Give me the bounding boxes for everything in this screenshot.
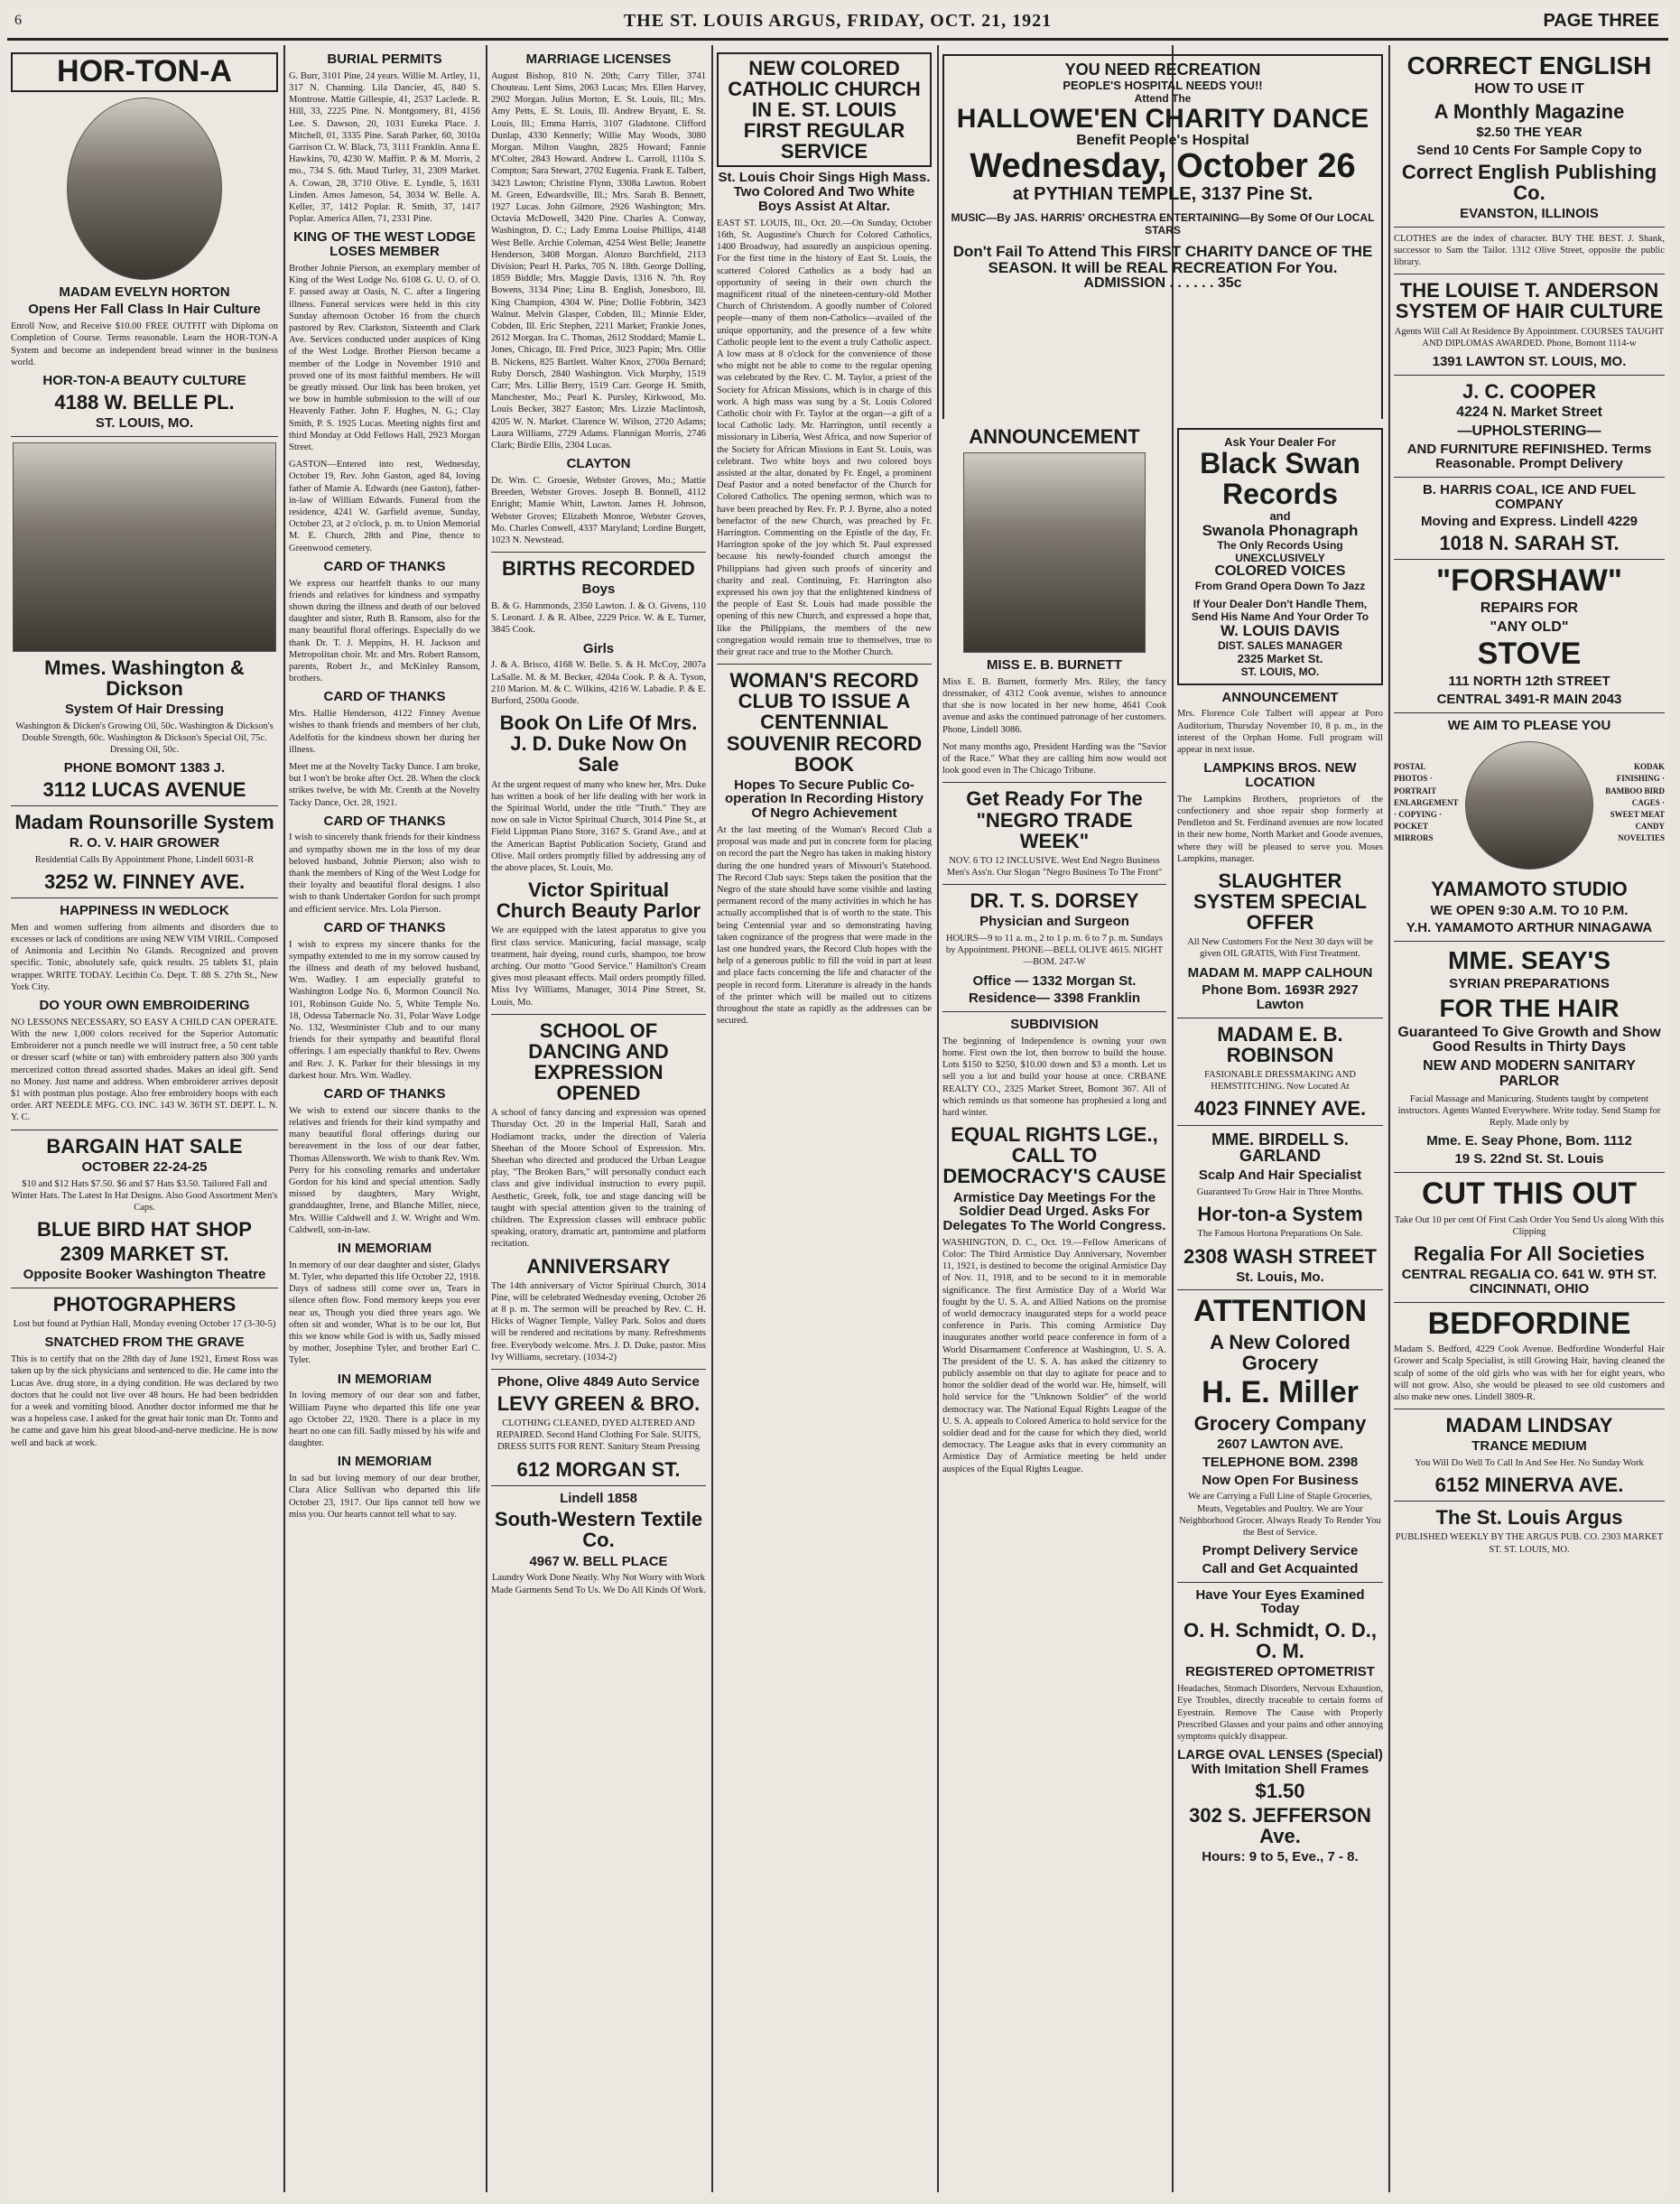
cooper-addr: 4224 N. Market Street bbox=[1456, 404, 1602, 420]
recreation-cta: Don't Fail To Attend This FIRST CHARITY DANCE OF THE SEASON. It will be REAL RECREATION For You. bbox=[952, 243, 1373, 277]
burnett-portrait bbox=[963, 452, 1146, 653]
masthead bbox=[7, 7, 1668, 41]
miller-delivery: Prompt Delivery Service bbox=[1202, 1543, 1359, 1559]
forshaw-stove: STOVE bbox=[1477, 637, 1582, 672]
forshaw-any: "ANY OLD" bbox=[1490, 618, 1569, 635]
snatched-body: This is to certify that on the 28th day of June 1921, Ernest Ross was taken up by the sick physicians and sentenced to die. He came into the Lucas Ave. drug store, in a dying condition. He was declared by two doctors that he could not live over 48 hours. He had been bedridden for a week and vomiting blood. Another doctor informed me that he was a hopeless case. I asked for the great hair tonic man Dr. Tonto and he came and gave him his great blood-and-nerve medicine. He is now well and back at work. bbox=[11, 1354, 278, 1448]
newspaper-page bbox=[7, 7, 1668, 2197]
clayton-body: Dr. Wm. C. Groesie, Webster Groves, Mo.; Mattie Breeden, Webster Groves. Joseph B. Bonnell, 4112 Enright; Mamie Whitt, Lawton. James H. Johnson, Webster Groves; Elizabeth Monroe, Webster Groves, Mo. Charles Conwell, 4337 Maryland; Lordine Burgett, 1023 N. Newstead. bbox=[491, 476, 706, 546]
swan-only: The Only Records Using bbox=[1217, 539, 1343, 553]
rounsorille-body: Residential Calls By Appointment Phone, Lindell 6031-R bbox=[34, 854, 255, 865]
divider bbox=[1394, 1172, 1665, 1173]
thanks-heading: CARD OF THANKS bbox=[323, 919, 446, 935]
burnett-caption: MISS E. B. BURNETT bbox=[986, 657, 1122, 674]
english-co: Correct English Publishing Co. bbox=[1401, 160, 1657, 204]
horton-portrait bbox=[67, 98, 222, 280]
subdivision-heading: SUBDIVISION bbox=[1010, 1017, 1099, 1033]
embroidery-body: NO LESSONS NECESSARY, SO EASY A CHILD CAN OPERATE. With the new 1,000 colors received for the Superior Automatic Embroiderer not a punch needle we will instruct free, a 50 cent table or dresser scarf (white or tan) with embroidery pattern also 300 yards mercerized cotton thread assorted shades. Makes an ideal gift. Send no Money. Just name and address. When embroiderer arrives deposit $1 with postman plus postage. Also free embroidery hoops with each order. ART NEEDLE MFG. CO. INC. 143 W. 36TH ST. DEPT. L. N. Y. C. bbox=[11, 1017, 278, 1123]
mmes-body: Washington & Dicken's Growing Oil, 50c. Washington & Dickson's Double Strength, 60c. Washington & Dickson's Special Oil, 75c. Dressing Oil, 50c. bbox=[15, 721, 274, 755]
mmes-title: Mmes. Washington & Dickson bbox=[44, 656, 245, 700]
rounsorille-addr: 3252 W. FINNEY AVE. bbox=[43, 870, 246, 894]
divider bbox=[1394, 1501, 1665, 1502]
recreation-title: HALLOWE'EN CHARITY DANCE bbox=[956, 103, 1369, 134]
births-boys: B. & G. Hammonds, 2350 Lawton. J. & O. Givens, 110 S. Leonard. J. & R. Albee, 2229 Price. W. & E. Turner, 3845 Cook. bbox=[491, 601, 706, 636]
divider bbox=[491, 1014, 706, 1015]
thanks-4: I wish to express my sincere thanks for the sympathy extended to me in my sorrow caused by the illness and death of my beloved husband, Wm. Wadley. I am especially grateful to Washington Lodge No. 6, Mormon Council No. 101, Robinson Guide No. 5, White Temple No. 18, Odessa Tabernacle No. 31, Polar Wave Lodge No. 132, Westminister Club and to our many friends for their sympathy and beautiful floral offerings. I am especially thankful to Rev. Owens and Rev. J. K. Parker for their blessings in my darkest hour. Mrs. Wm. Wadley. bbox=[289, 939, 480, 1081]
english-city: EVANSTON, ILLINOIS bbox=[1460, 205, 1599, 221]
anderson-body: Agents Will Call At Residence By Appointment. COURSES TAUGHT AND DIPLOMAS AWARDED. Phone, Bomont 1114-w bbox=[1394, 326, 1665, 349]
cooper-heading: J. C. COOPER bbox=[1462, 379, 1596, 403]
seay-body: Facial Massage and Manicuring. Students taught by competent instructors. Agents Wanted Everywhere. Write today. Send Stamp for Reply. Made only by bbox=[1397, 1093, 1661, 1129]
horton-city: ST. LOUIS, MO. bbox=[95, 414, 194, 431]
horton-name: HOR-TON-A BEAUTY CULTURE bbox=[42, 373, 246, 388]
happiness-heading: HAPPINESS IN WEDLOCK bbox=[60, 903, 229, 919]
levy-addr: 612 MORGAN ST. bbox=[516, 1457, 681, 1481]
slaughter-heading: SLAUGHTER SYSTEM SPECIAL OFFER bbox=[1193, 869, 1367, 935]
levy-body: CLOTHING CLEANED, DYED ALTERED AND REPAIRED. Second Hand Clothing For Sale. SUITS, DRESS SUITS FOR RENT. Sanitary Steam Pressing bbox=[496, 1418, 701, 1453]
book-body: At the urgent request of many who knew her, Mrs. Duke has written a book of her life dealing with her work in the Spiritual World, under the title "Truth." They are now on sale in Victor Spiritual Church, 3014 Pine St., at Field Lippman Piano Store, 3167 S. Grand Ave., and at the American Baptist Publication Society, Grand and Olive. Mail orders promptly filled by addressing any of the above places, St. Louis, Mo. bbox=[491, 779, 706, 873]
levy-name: LEVY GREEN & BRO. bbox=[497, 1391, 701, 1415]
robinson-body: FASIONABLE DRESSMAKING AND HEMSTITCHING. Now Located At bbox=[1204, 1070, 1356, 1093]
eyes-name: O. H. Schmidt, O. D., O. M. bbox=[1183, 1619, 1377, 1663]
yama-top: WE AIM TO PLEASE YOU bbox=[1447, 717, 1611, 733]
column-rule bbox=[486, 45, 487, 2192]
negro-week-heading: Get Ready For The "NEGRO TRADE WEEK" bbox=[966, 787, 1143, 852]
anderson-heading: THE LOUISE T. ANDERSON SYSTEM OF HAIR CULTURE bbox=[1395, 279, 1664, 323]
eyes-lenses: LARGE OVAL LENSES (Special) With Imitation Shell Frames bbox=[1177, 1747, 1383, 1777]
argus-body: PUBLISHED WEEKLY BY THE ARGUS PUB. CO. 2303 MARKET ST. ST. LOUIS, MO. bbox=[1395, 1532, 1664, 1555]
memoriam-heading: IN MEMORIAM bbox=[337, 1371, 432, 1387]
column-4 bbox=[717, 49, 932, 2189]
english-sub: HOW TO USE IT bbox=[1474, 81, 1584, 98]
miller-call: Call and Get Acquainted bbox=[1202, 1560, 1359, 1576]
divider bbox=[11, 436, 278, 437]
shank-body: CLOTHES are the index of character. BUY THE BEST. J. Shank, successor to Sam the Tailor. 1312 Olive Street, opposite the public library. bbox=[1394, 233, 1665, 268]
photographers-body: Lost but found at Pythian Hall, Monday evening October 17 (3-30-5) bbox=[13, 1319, 276, 1330]
column-3 bbox=[491, 49, 706, 2189]
garland-sub: Scalp And Hair Specialist bbox=[1198, 1167, 1362, 1184]
swan-title2: Records bbox=[1221, 477, 1339, 510]
swan-and: and bbox=[1269, 509, 1291, 524]
miller-name: H. E. Miller bbox=[1202, 1375, 1359, 1410]
eyes-hours: Hours: 9 to 5, Eve., 7 - 8. bbox=[1202, 1848, 1359, 1865]
divider bbox=[942, 782, 1166, 783]
divider bbox=[1394, 941, 1665, 942]
divider bbox=[1394, 227, 1665, 228]
thanks-1: We express our heartfelt thanks to our many friends and relatives for kindness and sympathy shown during the illness and death of our beloved daughter and sister, Ruth B. Ransom, also for the many beautiful floral offerings. Especially do we thank Dr. T. J. Meppins, H. H. Jackson and Metropolitan choir. Mr. and Mrs. Robert Ransom, parents, Robert Jr., and McKinley Ransom, brothers. bbox=[289, 578, 480, 684]
yamamoto-portrait bbox=[1465, 741, 1593, 870]
recreation-music: MUSIC—By JAS. HARRIS' ORCHESTRA ENTERTAINING—By Some Of Our LOCAL STARS bbox=[951, 211, 1375, 237]
harding-body: Not many months ago, President Harding was the "Savior of the Race." What they are calling him now would not look good even in The Chicago Tribune. bbox=[942, 741, 1166, 777]
column-rule bbox=[1388, 45, 1390, 2192]
lindsay-body: You Will Do Well To Call In And See Her. No Sunday Work bbox=[1415, 1458, 1644, 1469]
swan-title1: Black Swan bbox=[1200, 447, 1360, 479]
thanks-3: I wish to sincerely thank friends for their kindness and sympathy shown me in the loss of my dear beloved husband, Johnie Pierson; also wish to thank the members of King of the West Lodge for their loyalty and beautiful floral designs. I also wish to thank Undertaker Gordon for such prompt and efficient service. Mrs. Lola Pierson. bbox=[289, 832, 480, 915]
hat-heading: BARGAIN HAT SALE bbox=[46, 1134, 243, 1158]
hortona-title: HOR-TON-A bbox=[11, 52, 278, 92]
yamamoto-ad bbox=[1394, 736, 1665, 875]
swan-addr: 2325 Market St. bbox=[1237, 651, 1323, 665]
church-body: EAST ST. LOUIS, Ill., Oct. 20.—On Sunday, October 16th, St. Augustine's Church for Colored Catholics, 1400 Broadway, had assuredly an auspicious opening. For the first time in the history of East St. Louis, the scattered Colored Catholics as a body had an opportunity of seeing in their own church the magnificent ritual of the nineteen-century-old Mother Church of Christendom. A goodly number of Colored people—many of them non-Catholics—availed of the unique opportunity, and the presence of a few white Catholic people lent to the event a truly Catholic aspect. A low mass at 8 o'clock for the convenience of those who might not be able to come to the regular opening was celebrated by the Rev. C. M. Taylor, a priest of the Society for African Missions, which is in charge of this work. A high mass was sung by a St. Louis Colored Catholic choir with Fr. Taylor at the organ—a gift of a local Catholic lady. Mr. Harrington, until recently a missionary in Liberia, West Africa, and now Superior of the Society for African Missions in East St. Louis, was celebrant. Two white boys and two colored boys assisted at the altar, donated by Fr. Engel, a prominent Deaf Pastor and a noted benefactor of the Church for Colored Catholics. The opening sermon, which was to have been preached by Rev. Fr. P. J. Byrne, also a noted benefactor of the new Church, was preached by Fr. Harrington. Commenting on the Epistle of the day, Fr. Harrington spoke of the joy which St. Paul expressed because his newly-founded church amongst the Philippians had given such proofs of sincerity and charity and zeal. Continuing, Fr. Harrington also expressed his own joy that the enlightened kindness of the people of East St. Louis had made possible the opening of this new Church, and expressed a hope that, like the Philippians, the members of the new congregation would remain true to themselves, true to their great race and true to the Mother Church. bbox=[717, 218, 932, 658]
swan-voices: COLORED VOICES bbox=[1214, 563, 1346, 580]
church-sub: St. Louis Choir Sings High Mass. Two Colored And Two White Boys Assist At Altar. bbox=[718, 170, 931, 214]
cut-regalia: Regalia For All Societies bbox=[1414, 1241, 1645, 1265]
garland-system: Hor-ton-a System bbox=[1197, 1203, 1363, 1226]
burial-body: G. Burr, 3101 Pine, 24 years. Willie M. Artley, 11, 317 N. Channing. Lila Dancier, 45, 840 S. Montrose. Mattie Gillespie, 41, 2537 Laclede. R. Hill, 33, 2225 Pine. N. Montgomery, 81, 4156 Lee. S. Dawson, 20, 1031 Eureka Place. J. Mitchell, 01, 3335 Pine. Sarah Parker, 60, 3010a Garrison Ct. W. Black, 73, 3111 Franklin. Anna E. Hawkins, 70, 4230 W. Maffitt. P. & M. Morris, 2 mo., 734 S. 6th. Maud Turley, 31, 2309 Market. A. Cowan, 28, 3710 Olive. E. Lyndle, 5, 1631 Linden. Amos Jameson, 54, 3034 W. Belle. A. Keller, 37, 1412 Poplar. R. Smith, 37, 1417 Poplar. America Allen, 71, 2331 Pine. bbox=[289, 70, 480, 225]
eyes-addr: 302 S. JEFFERSON Ave. bbox=[1189, 1803, 1371, 1847]
mmes-phone: PHONE BOMONT 1383 J. bbox=[63, 760, 226, 777]
divider bbox=[1177, 1289, 1383, 1290]
eyes-heading: Have Your Eyes Examined Today bbox=[1195, 1586, 1365, 1617]
column-rule bbox=[283, 45, 285, 2192]
womans-heading: WOMAN'S RECORD CLUB TO ISSUE A CENTENNIAL SOUVENIR RECORD BOOK bbox=[726, 669, 923, 776]
swan-range: From Grand Opera Down To Jazz bbox=[1194, 579, 1366, 592]
miller-phone: TELEPHONE BOM. 2398 bbox=[1202, 1454, 1359, 1470]
eyes-price: $1.50 bbox=[1255, 1779, 1305, 1802]
english-mag: A Monthly Magazine bbox=[1434, 100, 1625, 124]
southwestern-phone: Lindell 1858 bbox=[560, 1490, 637, 1506]
argus-heading: The St. Louis Argus bbox=[1435, 1506, 1623, 1530]
dorsey-res: Residence— 3398 Franklin bbox=[968, 990, 1141, 1007]
dorsey-hours: HOURS—9 to 11 a. m., 2 to 1 p. m. 6 to 7 p. m. Sundays by Appointment. PHONE—BELL OLIVE 4615. NIGHT—BOM. 247-W bbox=[945, 934, 1164, 968]
lindsay-heading: MADAM LINDSAY bbox=[1445, 1414, 1613, 1437]
king-body: Brother Johnie Pierson, an exemplary member of King of the West Lodge No. 6108 G. U. O. of O. F. passed away at Oasis, N. C. after a lingering illness. Funeral services were held in this city Sunday afternoon October 16 from the church pastored by Rev. Clarkston, Sixteenth and Clark Ave. Services conducted under auspices of King of the West Lodge. Brother Pierson became a member of the Lodge in November 1910 and proved one of its most faithful members. He will be greatly missed. Our link has been broken, yet we bow in humble submission to the will of our Heavenly Father. John F. Hughes, N. G.; Clay Smith, P. S. 1925 Lucas. Meeting nights first and third Monday at Odd Fellows Hall, 2923 Morgan Street. bbox=[289, 263, 480, 452]
washington-dickson-photo bbox=[13, 442, 276, 652]
novelty-notice: Meet me at the Novelty Tacky Dance. I am broke, but I won't be broke after Oct. 28. When the clock strikes twelve, be with Mr. Crenth at the Novelty Tacky Dance, Oct. 28, 1921. bbox=[289, 761, 480, 808]
miller-open: Now Open For Business bbox=[1202, 1472, 1359, 1488]
lindsay-addr: 6152 MINERVA AVE. bbox=[1434, 1474, 1624, 1497]
thanks-5: We wish to extend our sincere thanks to the relatives and friends for their kind sympathy and many beautiful floral offerings during our bereavement in the loss of our dear father, Thomas Allensworth. We wish to thank Rev. Wm. Perry for his consoling remarks and undertaker Gordon for his kind and special attention. Sadly missed by daughters, Mary Wright, granddaughter, Irene, and Blanche Miller, niece, Mrs. Willie Caldwell and J. W. Wright and Wm. Caldwell, son-in-law. bbox=[289, 1105, 480, 1235]
eyes-reg: REGISTERED OPTOMETRIST bbox=[1185, 1664, 1375, 1680]
miller-body: We are Carrying a Full Line of Staple Groceries, Meats, Vegetables and Poultry. We are Your Neighborhood Grocer. Always Ready To Render You the Best of Service. bbox=[1179, 1492, 1381, 1538]
recreation-place: at PYTHIAN TEMPLE, 3137 Pine St. bbox=[1012, 184, 1313, 205]
yama-bottom: Y.H. YAMAMOTO ARTHUR NINAGAWA bbox=[1406, 920, 1653, 936]
miller-co: Grocery Company bbox=[1193, 1412, 1367, 1436]
column-2 bbox=[289, 49, 480, 2189]
burial-heading: BURIAL PERMITS bbox=[327, 51, 442, 67]
english-price: $2.50 THE YEAR bbox=[1476, 125, 1583, 141]
yama-right: KODAK FINISHING · BAMBOO BIRD CAGES · SWEET MEAT CANDY NOVELTIES bbox=[1605, 762, 1665, 843]
divider bbox=[11, 897, 278, 898]
swan-phono: Swanola Phonagraph bbox=[1202, 522, 1359, 540]
divider bbox=[942, 884, 1166, 885]
equal-body: WASHINGTON, D. C., Oct. 19.—Fellow Americans of Color: The Third Armistice Day Anniversary, November 11, 1921, is destined to become the original Armistice Day of Nov. 11, 1918, and to be second to it in memorable significance. The first Armistice Day of a World War fought by the U. S. A. and Allied Nations on the promise of world democracy inaugurated steps for a world peace conference in Paris. This coming Armistice Day inaugurates another world peace conference in form of a World Disarmament Conference at Washington, U. S. A. The president of the U. S. A. has asked the citizenry to publicly assemble on that day to agitate for peace and to honor the soldier dead of the world war. He, himself, will hold service for the "Unknown Soldier" of the world democracy war. The National Equal Rights League of the U. S. A. appeals to Colored America to hold service for the soldier dead and for the cause for which they died, world democracy. The League asks that in every community an Armistice Day of Armistice meeting be held under auspices of the Equal Rights League. bbox=[942, 1237, 1166, 1474]
harris-heading: B. HARRIS COAL, ICE AND FUEL COMPANY bbox=[1422, 481, 1637, 512]
divider bbox=[1394, 712, 1665, 713]
horton-body: Enroll Now, and Receive $10.00 FREE OUTFIT with Diploma on Completion of Course. Terms reasonable. Learn the HOR-TON-A System and become an independent bread winner in the business world. bbox=[11, 321, 278, 367]
yama-left: POSTAL PHOTOS · PORTRAIT ENLARGEMENT · COPYING · POCKET MIRRORS bbox=[1394, 762, 1459, 843]
divider bbox=[1177, 1582, 1383, 1583]
column-rule bbox=[937, 45, 939, 2192]
recreation-l2: PEOPLE'S HOSPITAL NEEDS YOU!! bbox=[1063, 78, 1263, 92]
womans-sub: Hopes To Secure Public Co-operation In Recording History Of Negro Achievement bbox=[724, 777, 924, 822]
column-rule bbox=[711, 45, 713, 2192]
anniversary-body: The 14th anniversary of Victor Spiritual Church, 3014 Pine, will be celebrated Wednesday evening, October 26 at 8 p. m. The sermon will be preached by Rev. C. H. Hicks of Wagner Temple, Valley Park. Solos and duets will be rendered and recitations by many. Refreshments free. Everybody welcome. Mrs. J. D. Duke, pastor. Miss Ivy Williams, secretary. (1034-2) bbox=[491, 1280, 706, 1362]
births-girls: J. & A. Brisco, 4168 W. Belle. S. & H. McCoy, 2807a LaSalle. M. & M. Becker, 4204a Cook. P. & A. Tyson, 210 Marion. M. & C. Wilkins, 4216 W. Labadie. P. & E. Burford, 2500a Goode. bbox=[491, 660, 706, 707]
hat-note: Opposite Booker Washington Theatre bbox=[23, 1267, 266, 1283]
memoriam-2: In loving memory of our dear son and father, William Payne who departed this life one year ago October 22, 1920. There is a place in my heart no one can fill. Sadly missed by his wife and daughter. bbox=[289, 1390, 480, 1449]
negro-week-body: NOV. 6 TO 12 INCLUSIVE. West End Negro Business Men's Ass'n. Our Slogan "Negro Business To The Front" bbox=[946, 855, 1163, 878]
hat-shop: BLUE BIRD HAT SHOP bbox=[37, 1218, 252, 1241]
forshaw-repairs: REPAIRS FOR bbox=[1480, 600, 1579, 616]
gaston-body: GASTON—Entered into rest, Wednesday, October 19, Rev. John Gaston, aged 84, loving father of Mamie A. Edwards (nee Gaston), father-in-law of William Edwards. Funeral from the residence, 4241 W. Garfield avenue, Sunday, October 23, at 2 o'clock, p. m. to Union Memorial M. E. Church, 28th and Pine, thence to Greenwood cemetery. bbox=[289, 460, 480, 553]
dorsey-name: DR. T. S. DORSEY bbox=[970, 889, 1139, 913]
harris-body: Moving and Express. Lindell 4229 bbox=[1420, 514, 1638, 530]
southwestern-name: South-Western Textile Co. bbox=[494, 1508, 703, 1552]
forshaw-phone: CENTRAL 3491-R MAIN 2043 bbox=[1436, 691, 1622, 707]
garland-prep: The Famous Hortona Preparations On Sale. bbox=[1197, 1229, 1363, 1240]
southwestern-addr: 4967 W. BELL PLACE bbox=[529, 1553, 668, 1569]
bedfordine-heading: BEDFORDINE bbox=[1427, 1306, 1631, 1341]
snatched-heading: SNATCHED FROM THE GRAVE bbox=[44, 1334, 245, 1351]
victor-body: We are equipped with the latest apparatus to give you first class service. Manicuring, facial massage, scalp treatment, hair dyeing, round curls, shampoo, toe brow arching. Our motto "Good Service." Hamilton's Cream gives most pleasant effects. Mail orders promptly filled. Miss Ivy Williams, Manager, 3014 Pine Street, St. Louis, Mo. bbox=[491, 925, 706, 1008]
swan-excl: UNEXCLUSIVELY bbox=[1235, 552, 1325, 565]
king-heading: KING OF THE WEST LODGE LOSES MEMBER bbox=[293, 229, 476, 260]
miller-addr: 2607 LAWTON AVE. bbox=[1217, 1437, 1343, 1453]
column-1 bbox=[11, 49, 278, 2189]
divider bbox=[491, 552, 706, 553]
divider bbox=[1394, 477, 1665, 478]
recreation-ad bbox=[942, 49, 1383, 419]
marriage-heading: MARRIAGE LICENSES bbox=[525, 51, 672, 67]
horton-addr: 4188 W. BELLE PL. bbox=[54, 390, 235, 414]
recreation-admission: ADMISSION . . . . . . 35c bbox=[1083, 274, 1242, 291]
marriage-body: August Bishop, 810 N. 20th; Carry Tiller, 3741 Chouteau. Lent Sims, 2063 Lucas; Mrs. Ellen Harvey, 2902 Morgan. Julius Morton, E. St. Louis, Ill.; Mrs. Amy Petts, E. St. Louis, Ill. Andrew Bryant, E. St. Louis, Ill.; Emma Harris, 3107 Gladstone. Clifford Dunlap, 4330 Kennerly; Willie May Woods, 3080 Morgan. Milton Vaughn, 2825 Howard; Fannie M'Colter, 2843 Howard. Andrew L. Carroll, 1110a S. Compton; Sara Stewart, 2702 Eugenia. Frank E. Talbert, 3423 Lawton; Christine Flynn, 3308a Lawton. Robert M. Green, Edwardsville, Ill.; Mrs. Sarah B. Bennett, 1927 Lucas. John Gilmore, 2926 Washington; Mrs. Octavia McDowell, 3420 Pine. Charles A. Conway, Washington, D. C.; Lady Emma Louise Phillips, 4148 West Belle. Archie Coleman, 4254 West Belle; Jeanette Henderson, 3408 Morgan. Alonzo Burchfield, 2113 Division; Pearl H. Parks, 705 N. 18th. George Dolling, 1859 Biddle; Mrs. Maggie Davis, 1316 N. 7th. Roy Bowens, 3134 Pine; Lina B. English, Jonesboro, Ill. King Champion, 4304 W. Pine; Dollie Fobbrin, 3423 Walnut. Melvin Glasper, Cobden, Ill.; Minnie Elder, Cobden, Ill. Eric Stephen, 2211 Market; Frankie Jones, 2612 Morgan. Ira C. Thomas, 2612 Stoddard; Mamie L. Jones, Chicago, Ill. Fred Price, 3023 Papin; Mrs. Ollie B. Nickens, 825 Bartlett. Walter Knox, 2700a Bernard; Ruby Dorsch, 2840 Washington. Vick Murphy, 1519 Carr; Mrs. Lillie Berry, 1519 Carr. George H. Smith, Manchester, Mo.; Pearl K. Pursley, Kirkwood, Mo. Louis Becker, 3827 Easton; Mrs. Lizzie Maclintosh, 4205 W. N. Market. Clarence W. Wilson, 2720 Adams; Laura Williams, 2729 Adams. Flannigan Morris, 2746 Clark; Birdie Ellis, 2304 Lucas. bbox=[491, 70, 706, 451]
seay-heading: MME. SEAY'S bbox=[1448, 946, 1610, 975]
school-body: A school of fancy dancing and expression was opened Thursday Oct. 20 in the Imperial Hall, Sarah and Hodiamont tracks, under the direction of Valeria Sheehan of the Moore School of Expression. Mrs. Sheehan who directed and produced the Urban League play, "The Broken Bars," will personally conduct each class and give individual instruction to every pupil. Aesthetic, Greek, folk, toe and stage dancing will be taught with special attention given to the training of children. The Expression classes will embrace public speaking, oratory, dramatic art, pantomime and platform recitation. bbox=[491, 1108, 706, 1250]
page-number-right: PAGE THREE bbox=[1543, 11, 1659, 31]
thanks-2: Mrs. Hallie Henderson, 4122 Finney Avenue wishes to thank friends and members of her club, Adelfotis for the kindness shown her during her illness. bbox=[289, 709, 480, 755]
swan-pre: Ask Your Dealer For bbox=[1224, 435, 1336, 449]
thanks-heading: CARD OF THANKS bbox=[323, 558, 446, 574]
lampkins-body: The Lampkins Brothers, proprietors of the confectionery and shoe repair shop formerly at Pendleton and St. Ferdinand avenues are now located in their new home, North Market and Goode avenues, where they will be pleased to serve you. Moses Lampkins, manager. bbox=[1177, 794, 1383, 864]
recreation-date: Wednesday, October 26 bbox=[970, 147, 1356, 186]
divider bbox=[1394, 559, 1665, 560]
divider bbox=[1177, 1125, 1383, 1126]
seay-guarantee: Guaranteed To Give Growth and Show Good Results in Thirty Days bbox=[1397, 1024, 1661, 1056]
memoriam-1: In memory of our dear daughter and sister, Gladys M. Tyler, who departed this life October 22, 1918. Days of sadness still come over us, Tears in silence often flow. Fond memory keeps you ever near us, Though you died three years ago. We often sit and wonder, What is to be our lot, But this we know while God is with us, Sadly missed by mother, Josephine Tyler, and brother Earl C. Tyler. bbox=[289, 1260, 480, 1366]
column-5 bbox=[942, 423, 1166, 2192]
english-title: CORRECT ENGLISH bbox=[1406, 51, 1652, 79]
cooper-trade: —UPHOLSTERING— bbox=[1457, 423, 1601, 439]
recreation-l1: YOU NEED RECREATION bbox=[1064, 60, 1261, 79]
memoriam-3: In sad but loving memory of our dear brother, Clara Alice Sullivan who departed this life October 23, 1917. Our lips cannot tell how we miss you. Our hearts cannot tell what to say. bbox=[289, 1474, 480, 1520]
womans-body: At the last meeting of the Woman's Record Club a proposal was made and put in concrete form for placing on record the part the Negro has taken in making history during the one hundred years of Missouri's Statehood. The Record Club says: Steps taken the position that the Negro of the state should have some visible and lasting permanent record of the many activities in which he has actually accomplished that is of worth to the state. This being Centennial year and so demonstrating having taken cognizance of the progress that were made in the last one hundred years, the Record Club hopes with the help of a generous public to fill the void in part at least and place facts concerning the life and character of the people in record form. Literature is already in the hands of the printer which will be mailed out to citizens throughout the state as rapidly as the addresses can be secured. bbox=[717, 824, 932, 1027]
announcement2-heading: ANNOUNCEMENT bbox=[1221, 689, 1339, 705]
divider bbox=[491, 1485, 706, 1486]
thanks-heading: CARD OF THANKS bbox=[323, 813, 446, 829]
lampkins-heading: LAMPKINS BROS. NEW LOCATION bbox=[1203, 760, 1357, 790]
cut-body: Take Out 10 per cent Of First Cash Order You Send Us along With this Clipping bbox=[1394, 1214, 1665, 1237]
slaughter-sig: MADAM M. MAPP CALHOUN bbox=[1187, 964, 1373, 981]
divider bbox=[1394, 1302, 1665, 1303]
garland-name: MME. BIRDELL S. GARLAND bbox=[1211, 1130, 1349, 1166]
attention-sub: A New Colored Grocery bbox=[1210, 1331, 1350, 1375]
divider bbox=[11, 805, 278, 806]
embroidery-heading: DO YOUR OWN EMBROIDERING bbox=[39, 998, 250, 1014]
hat-date: OCTOBER 22-24-25 bbox=[81, 1158, 208, 1175]
hat-body: $10 and $12 Hats $7.50. $6 and $7 Hats $3.50. Tailored Fall and Winter Hats. The Latest In Hat Designs. Also Good Assortment Men's Caps. bbox=[11, 1178, 278, 1213]
yama-open: WE OPEN 9:30 A.M. TO 10 P.M. bbox=[1430, 902, 1629, 918]
column-7 bbox=[1394, 49, 1665, 2189]
divider bbox=[717, 664, 932, 665]
swan-name: W. LOUIS DAVIS bbox=[1221, 621, 1340, 639]
dorsey-office: Office — 1332 Morgan St. bbox=[972, 972, 1137, 989]
seay-title: FOR THE HAIR bbox=[1439, 994, 1620, 1023]
seay-addr: 19 S. 22nd St. St. Louis bbox=[1454, 1151, 1604, 1167]
dorsey-title: Physician and Surgeon bbox=[979, 914, 1129, 930]
subdivision-body: The beginning of Independence is owning your own home. First own the lot, then borrow to build the house. Lots $150 to $250, $10.00 down and $3 a month. Let us sell you a lot and build your house at once. CRBANE REALTY CO., 2325 Market Street, Bomont 367. All of which reminds us that someone has prophesied a long and hard winter. bbox=[942, 1036, 1166, 1119]
hat-addr: 2309 MARKET ST. bbox=[60, 1242, 229, 1266]
mmes-sub: System Of Hair Dressing bbox=[65, 701, 224, 717]
forshaw-addr: 111 NORTH 12th STREET bbox=[1448, 674, 1610, 690]
masthead-title: THE ST. LOUIS ARGUS, FRIDAY, OCT. 21, 1921 bbox=[623, 11, 1053, 31]
attention-heading: ATTENTION bbox=[1193, 1294, 1367, 1329]
rounsorille-title: Madam Rounsorille System bbox=[14, 810, 274, 833]
horton-caption: MADAM EVELYN HORTON bbox=[59, 284, 230, 300]
thanks-heading: CARD OF THANKS bbox=[323, 1086, 446, 1102]
school-heading: SCHOOL OF DANCING AND EXPRESSION OPENED bbox=[528, 1018, 669, 1105]
memoriam-heading: IN MEMORIAM bbox=[337, 1241, 432, 1257]
seay-parlor: NEW AND MODERN SANITARY PARLOR bbox=[1423, 1058, 1636, 1089]
cut-co: CENTRAL REGALIA CO. 641 W. 9TH ST. CINCINNATI, OHIO bbox=[1401, 1267, 1657, 1297]
swan-city: ST. LOUIS, MO. bbox=[1240, 665, 1320, 678]
yama-name: YAMAMOTO STUDIO bbox=[1431, 878, 1628, 901]
divider bbox=[1394, 375, 1665, 376]
anniversary-heading: ANNIVERSARY bbox=[526, 1254, 671, 1278]
southwestern-body: Laundry Work Done Neatly. Why Not Worry with Work Made Garments Send To Us. We Do All Kinds Of Work. bbox=[491, 1573, 706, 1595]
cut-heading: CUT THIS OUT bbox=[1422, 1176, 1637, 1211]
page-number-left: 6 bbox=[14, 13, 22, 28]
swan-mgr: DIST. SALES MANAGER bbox=[1217, 638, 1342, 652]
harris-addr: 1018 N. SARAH ST. bbox=[1439, 532, 1620, 555]
garland-body: Guaranteed To Grow Hair in Three Months. bbox=[1196, 1187, 1364, 1198]
recreation-benefit: Benefit People's Hospital bbox=[1076, 133, 1249, 149]
garland-city: St. Louis, Mo. bbox=[1236, 1269, 1324, 1285]
cooper-body: AND FURNITURE REFINISHED. Terms Reasonable. Prompt Delivery bbox=[1406, 442, 1652, 472]
garland-addr: 2308 WASH STREET bbox=[1183, 1244, 1377, 1268]
divider bbox=[491, 1369, 706, 1370]
announcement-heading: ANNOUNCEMENT bbox=[969, 425, 1140, 448]
burnett-body: Miss E. B. Burnett, formerly Mrs. Riley, the fancy dressmaker, of 4312 Cook avenue, wishes to announce that she is now located in her new home, 4641 Cook avenue and asks the continued patronage of her customers. Phone, Lindell 3086. bbox=[942, 676, 1166, 735]
photographers-heading: PHOTOGRAPHERS bbox=[52, 1293, 237, 1316]
memoriam-heading: IN MEMORIAM bbox=[337, 1454, 432, 1470]
rounsorille-sub: R. O. V. HAIR GROWER bbox=[69, 835, 220, 851]
births-boys-heading: Boys bbox=[581, 581, 616, 598]
swan-dealer: If Your Dealer Don't Handle Them, Send His Name And Your Order To bbox=[1191, 597, 1369, 623]
births-girls-heading: Girls bbox=[582, 640, 615, 656]
recreation-l3: Attend The bbox=[1134, 91, 1192, 105]
slaughter-body: All New Customers For the Next 30 days will be given OIL GRATIS, With First Treatment. bbox=[1187, 937, 1373, 960]
happiness-body: Men and women suffering from ailments and disorders due to excesses or lack of conditions are using NEW VIM VIRIL. Composed of Animonia and Lecithin No Glands. Recognized and proven specific. Tonic, absolutely safe, quick results. 25 tablets $1, plain wrapper. WRITE TODAY. Lecithin Co. Dept. T. 88 S. 27th St., New York City. bbox=[11, 922, 278, 992]
robinson-addr: 4023 FINNEY AVE. bbox=[1193, 1097, 1367, 1121]
divider bbox=[942, 1011, 1166, 1012]
forshaw-heading: "FORSHAW" bbox=[1435, 563, 1622, 599]
births-heading: BIRTHS RECORDED bbox=[502, 557, 695, 581]
anderson-addr: 1391 LAWTON ST. LOUIS, MO. bbox=[1432, 353, 1627, 369]
equal-heading: EQUAL RIGHTS LGE., CALL TO DEMOCRACY'S CAUSE bbox=[942, 1123, 1166, 1188]
book-heading: Book On Life Of Mrs. J. D. Duke Now On Sale bbox=[499, 711, 698, 777]
robinson-name: MADAM E. B. ROBINSON bbox=[1217, 1022, 1343, 1066]
victor-heading: Victor Spiritual Church Beauty Parlor bbox=[496, 879, 701, 923]
english-sample: Send 10 Cents For Sample Copy to bbox=[1416, 143, 1642, 159]
equal-sub: Armistice Day Meetings For the Soldier Dead Urged. Asks For Delegates To The World Congress. bbox=[942, 1189, 1166, 1234]
talbert-body: Mrs. Florence Cole Talbert will appear at Poro Auditorium, Thursday November 10, 8 p. m., in the interest of the Orphan Home. Full program will appear in next issue. bbox=[1177, 709, 1383, 756]
clayton-heading: CLAYTON bbox=[566, 456, 631, 472]
black-swan-ad bbox=[1177, 428, 1383, 685]
levy-phone: Phone, Olive 4849 Auto Service bbox=[497, 1374, 700, 1390]
bedfordine-body: Madam S. Bedford, 4229 Cook Avenue. Bedfordine Wonderful Hair Grower and Scalp Specialist, is still Growing Hair, having cleaned the scalp of some of the old girls who was with her for eight years, who will not grow. Also, she would be pleased to see old customers and also make new ones. Lindell 3809-R. bbox=[1394, 1344, 1665, 1403]
church-heading: NEW COLORED CATHOLIC CHURCH IN E. ST. LOUIS FIRST REGULAR SERVICE bbox=[717, 52, 932, 167]
seay-sub: SYRIAN PREPARATIONS bbox=[1449, 976, 1610, 992]
thanks-heading: CARD OF THANKS bbox=[323, 689, 446, 705]
lindsay-sub: TRANCE MEDIUM bbox=[1471, 1438, 1587, 1455]
mmes-addr: 3112 LUCAS AVENUE bbox=[42, 777, 246, 801]
horton-sub: Opens Her Fall Class In Hair Culture bbox=[28, 302, 261, 318]
slaughter-phone: Phone Bom. 1693R 2927 Lawton bbox=[1202, 982, 1359, 1013]
column-6 bbox=[1177, 423, 1383, 2192]
eyes-body: Headaches, Stomach Disorders, Nervous Exhaustion, Eye Troubles, directly traceable to certain forms of Eyestrain. Remove The Cause with Properly Prescribed Glasses and your pains and other annoying symptoms quickly disappear. bbox=[1177, 1684, 1383, 1742]
seay-sig: Mme. E. Seay Phone, Bom. 1112 bbox=[1426, 1133, 1632, 1149]
